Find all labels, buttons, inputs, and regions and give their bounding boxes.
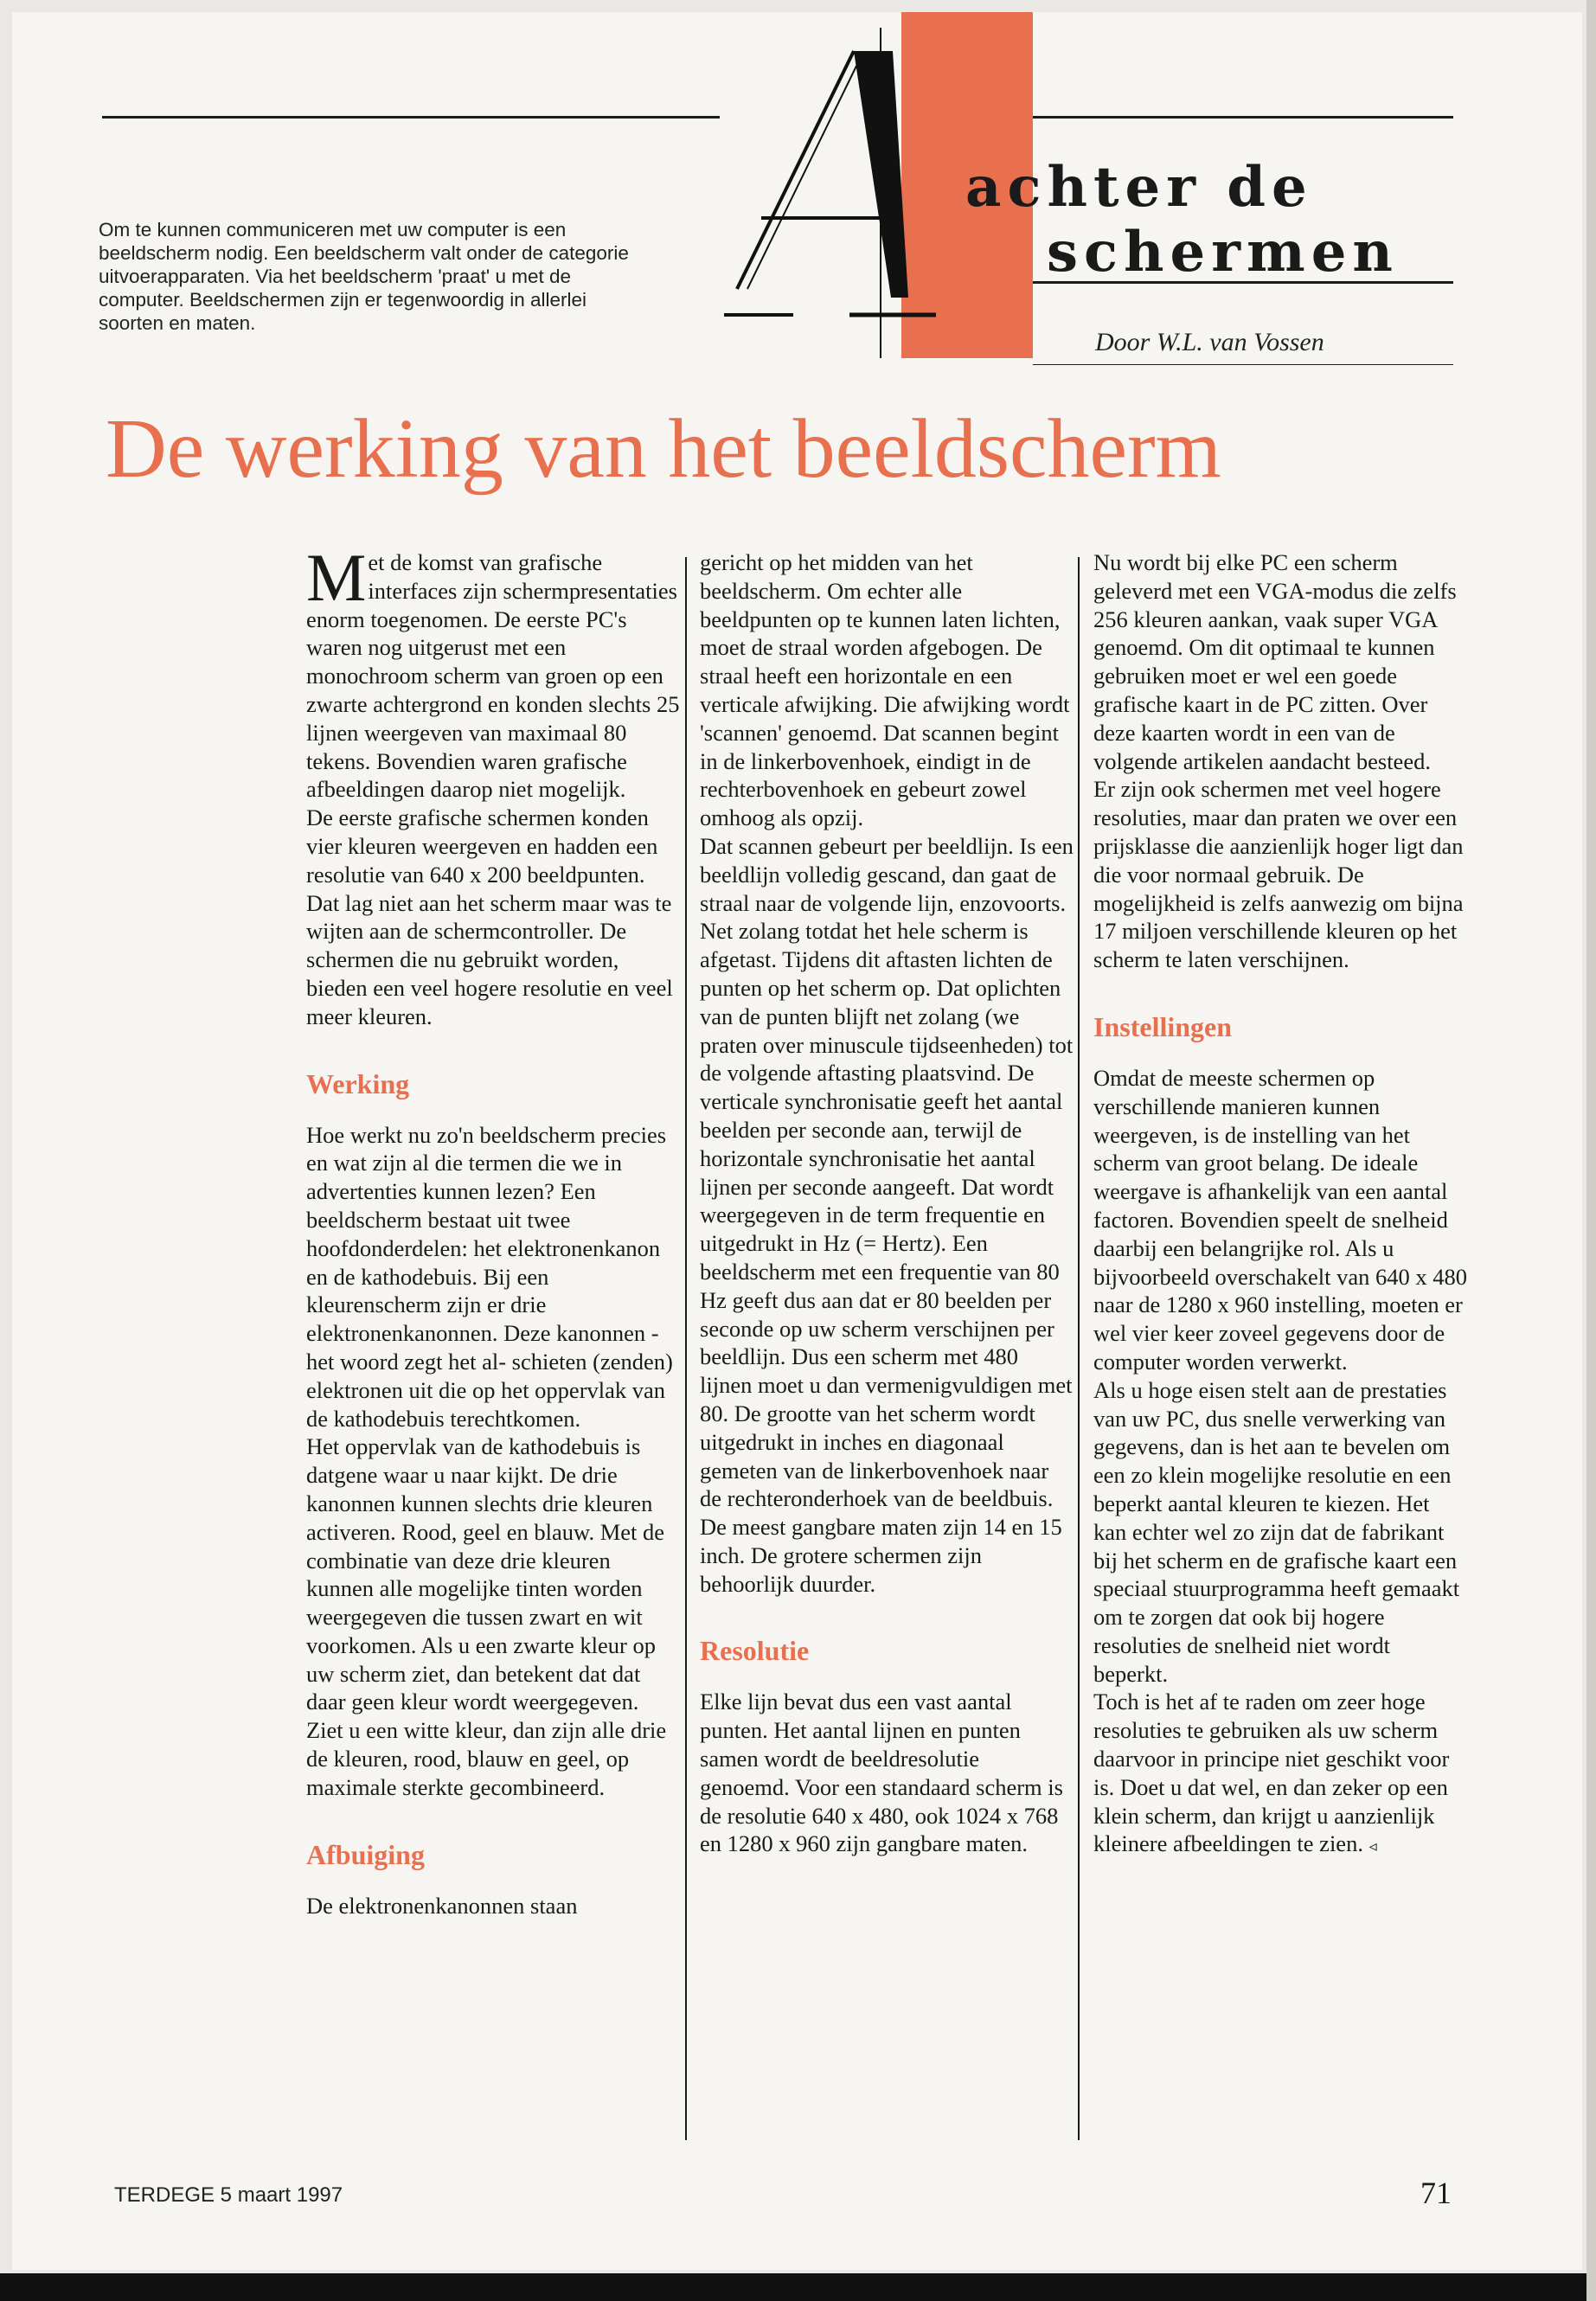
scan-edge-right [1586, 0, 1596, 2301]
article-column-3 [1093, 548, 1467, 1861]
paragraph [1093, 1688, 1467, 1861]
drop-cap: M [306, 540, 367, 615]
column-divider-2 [1078, 557, 1080, 2140]
paragraph: Als u hoge eisen stelt aan de prestaties van uw PC, dus snelle verwerking van gegevens, dan is het aan te bevelen om een zo klein mogelijke resolutie en een beperkt aantal kleuren te kiezen. Het kan echter wel zo zijn dat de fabrikant bij het scherm en de grafische kaart een speciaal stuurprogramma heeft gemaakt om te zorgen dat ook bij hogere resoluties de snelheid niet wordt beperkt. [1093, 1376, 1460, 1687]
paragraph: Er zijn ook schermen met veel hogere resoluties, maar dan praten we over een prijsklasse die aanzienlijk hoger ligt dan die voor normaal gebruik. De mogelijkheid is zelfs aanwezig om bijna 17 miljoen verschillende kleuren op het scherm te laten verschijnen. [1093, 776, 1464, 973]
section-heading-resolutie: Resolutie [700, 1635, 810, 1667]
section-heading-instellingen: Instellingen [1093, 1010, 1233, 1042]
page-number: 71 [1420, 2176, 1452, 2210]
byline-rule [1033, 364, 1453, 365]
paragraph-text: Toch is het af te raden om zeer hoge resoluties te gebruiken als uw scherm daarvoor in principe niet geschikt voor is. Doet u dat wel, en dan zeker op een klein scherm, dan krijgt u aanzienlijk kleinere afbeeldingen te zien. [1093, 1689, 1450, 1857]
section-heading-werking: Werking [306, 1067, 410, 1099]
paragraph: Elke lijn bevat dus een vast aantal punten. Het aantal lijnen en punten samen wordt de beeldresolutie genoemd. Voor een standaard scherm is de resolutie 640 x 480, ook 1024 x 768 en 1280 x 960 zijn gangbare maten. [700, 1689, 1063, 1857]
series-title-line2: schermen [1047, 220, 1399, 285]
paragraph: De elektronenkanonnen staan [306, 1892, 578, 1919]
top-rule-left [102, 116, 720, 119]
paragraph-text: et de komst van grafische interfaces zijn schermpresentaties enorm toegenomen. De eerste PC's waren nog uitgerust met een monochroom scherm van groen op een zwarte achtergrond en konden slechts 25 lijnen weergeven van maximaal 80 tekens. Bovendien waren grafische afbeeldingen daarop niet mogelijk. [306, 549, 680, 803]
paragraph: Nu wordt bij elke PC een scherm geleverd met een VGA-modus die zelfs 256 kleuren aankan, vaak super VGA genoemd. Om dit optimaal te kunnen gebruiken moet er wel een goede grafische kaart in de PC zitten. Over deze kaarten wordt in een van de volgende artikelen aandacht besteed. [1093, 549, 1457, 774]
byline: Door W.L. van Vossen [1095, 328, 1324, 356]
paragraph: Het oppervlak van de kathodebuis is datgene waar u naar kijkt. De drie kanonnen kunnen slechts drie kleuren activeren. Rood, geel en blauw. Met de combinatie van deze drie kleuren kunnen alle mogelijke tinten worden weergegeven die tussen zwart en wit voorkomen. Als u een zwarte kleur op uw scherm ziet, dan betekent dat dat daar geen kleur wordt weergegeven. Ziet u een witte kleur, dan zijn alle drie de kleuren, rood, blauw en geel, op maximale sterkte gecombineerd. [306, 1433, 667, 1800]
end-mark-icon: ◃ [1368, 1837, 1377, 1856]
paragraph [306, 540, 680, 804]
paragraph: De eerste grafische schermen konden vier kleuren weergeven en hadden een resolutie van 640 x 200 beeldpunten. Dat lag niet aan het scherm maar was te wijten aan de schermcontroller. De schermen die nu gebruikt worden, bieden een veel hogere resolutie en veel meer kleuren. [306, 804, 673, 1029]
column-divider-1 [685, 557, 687, 2140]
magazine-page [12, 12, 1582, 2270]
paragraph: gericht op het midden van het beeldscherm. Om echter alle beeldpunten op te kunnen laten lichten, moet de straal worden afgebogen. De straal heeft een horizontale en een verticale afwijking. Die afwijking wordt 'scannen' genoemd. Dat scannen begint in de linkerbovenhoek, eindigt in de rechterbovenhoek en gebeurt zowel omhoog als opzij. [700, 549, 1070, 831]
scan-edge-bottom [0, 2273, 1596, 2301]
paragraph: Omdat de meeste schermen op verschillende manieren kunnen weergeven, is de instelling van het scherm van groot belang. De ideale weergave is afhankelijk van een aantal factoren. Bovendien speelt de snelheid daarbij een belangrijke rol. Als u bijvoorbeeld overschakelt van 640 x 480 naar de 1280 x 960 instelling, moeten er wel vier keer zoveel gegevens door de computer worden verwerkt. [1093, 1064, 1467, 1375]
section-heading-afbuiging: Afbuiging [306, 1838, 425, 1870]
paragraph: Dat scannen gebeurt per beeldlijn. Is een beeldlijn volledig gescand, dan gaat de straal naar de volgende lijn, enzovoorts. Net zolang totdat het hele scherm is afgetast. Tijdens dit aftasten lichten de punten op het scherm op. Dat oplichten van de punten blijft net zolang (we praten over minuscule tijdseenheden) tot de volgende aftasting plaatsvind. De verticale synchronisatie geeft het aantal beelden per seconde aan, terwijl de horizontale synchronisatie het aantal lijnen per seconde aangeeft. Dat wordt weergegeven in de term frequentie en uitgedrukt in Hz (= Hertz). Een beeldscherm met een frequentie van 80 Hz geeft dus aan dat er 80 beelden per seconde op uw scherm verschijnen per beeldlijn. Dus een scherm met 480 lijnen moet u dan vermenigvuldigen met 80. De grootte van het scherm wordt uitgedrukt in inches en diagonaal gemeten van de linkerbovenhoek naar de rechteronderhoek van de beeldbuis. De meest gangbare maten zijn 14 en 15 inch. De grotere schermen zijn behoorlijk duurder. [700, 832, 1074, 1597]
intro-text: Om te kunnen communiceren met uw computer is een beeldscherm nodig. Een beeldscherm valt onder de categorie uitvoerapparaten. Via het beeldscherm 'praat' u met de computer. Beeldschermen zijn er tegenwoordig in allerlei soorten en maten. [99, 219, 629, 334]
paragraph: Hoe werkt nu zo'n beeldscherm precies en wat zijn al die termen die we in advertenties kunnen lezen? Een beeldscherm bestaat uit twee hoofdonderdelen: het elektronenkanon en de kathodebuis. Bij een kleurenscherm zijn er drie elektronenkanonnen. Deze kanonnen -het woord zegt het al- schieten (zenden) elektronen uit die op het oppervlak van de kathodebuis terechtkomen. [306, 1121, 673, 1432]
top-rule-right [1033, 116, 1453, 119]
article-column-2 [700, 548, 1074, 1858]
article-column-1 [306, 540, 680, 1920]
series-title-line1: achter de [965, 155, 1313, 220]
page-title: De werking van het beeldscherm [106, 402, 1221, 496]
publication-footer: TERDEGE 5 maart 1997 [114, 2183, 343, 2207]
